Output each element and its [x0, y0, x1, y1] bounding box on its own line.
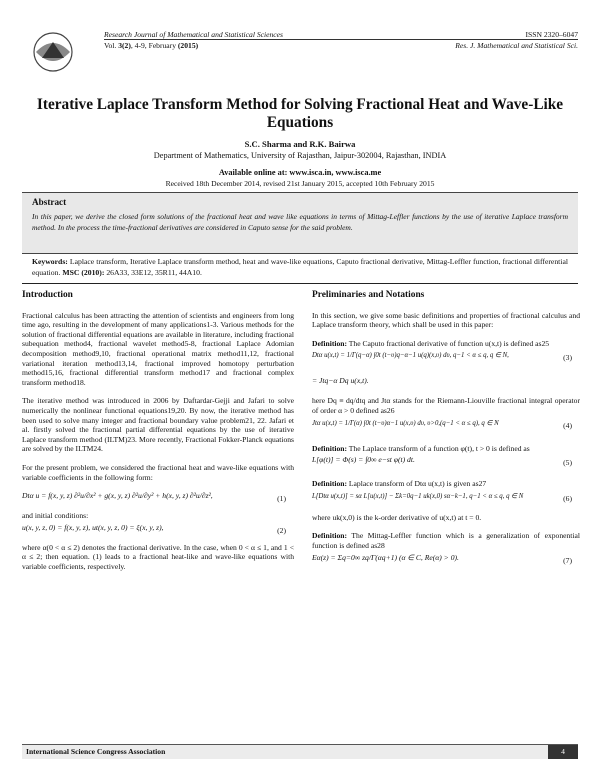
- pages-date: , 4-9, February: [130, 41, 178, 50]
- definition-text: Laplace transform of Dtα u(x,t) is given as27: [347, 479, 487, 489]
- definition-caputo: [312, 339, 580, 349]
- page-number: 4: [548, 745, 578, 759]
- journal-logo-icon: [22, 28, 84, 78]
- right-column: [312, 291, 580, 577]
- keywords-text: Laplace transform, Iterative Laplace transform method, heat and wave-like equations, Caputo fractional derivative, Mittag-Leffler function, fractional differential equation.: [32, 257, 568, 277]
- journal-name: Research Journal of Mathematical and Statistical Sciences: [104, 30, 283, 39]
- journal-name-line: [104, 30, 578, 39]
- definition-text: The Laplace transform of a function φ(t), t > 0 is defined as: [347, 443, 530, 453]
- definition-label: Definition:: [312, 531, 348, 541]
- authors: S.C. Sharma and R.K. Bairwa: [244, 139, 356, 149]
- equation-4: [312, 418, 580, 440]
- equation-4-body: Jtα u(x,t) = 1/Γ(α) ∫0t (t−υ)α−1 u(x,υ) dυ, υ>0,(q−1 < α ≤ q), q ∈ N: [312, 419, 499, 427]
- equation-2-body: u(x, y, z, 0) = f(x, y, z), ut(x, y, z, 0) = ξ(x, y, z),: [22, 522, 164, 532]
- journal-header: [22, 28, 578, 84]
- definition-mittag-leffler: [312, 531, 580, 550]
- equation-1-number: (1): [277, 494, 286, 504]
- msc-text: 26A33, 33E12, 35R11, 44A10.: [104, 267, 202, 277]
- equation-7: [312, 553, 580, 573]
- abstract-heading: Abstract: [32, 197, 67, 207]
- page-footer: [22, 744, 578, 759]
- paper-title: Iterative Laplace Transform Method for Solving Fractional Heat and Wave-Like Equations: [36, 96, 564, 131]
- equation-6-body: L[Dtα u(x,t)] = sα L[u(x,t)] − Σk=0q−1 uk(x,0) sα−k−1, q−1 < α ≤ q, q ∈ N: [312, 492, 524, 500]
- equation-7-number: (7): [563, 555, 572, 565]
- left-column: [22, 291, 294, 580]
- equation-2: [22, 523, 294, 539]
- equation-5-number: (5): [563, 458, 572, 468]
- keywords: [32, 257, 568, 278]
- equation-3b-body: = Jtq−α Dq u(x,t).: [312, 376, 369, 386]
- intro-paragraph-3: For the present problem, we considered the fractional heat and wave-like equations with variable coefficients in the following form:: [22, 462, 294, 482]
- definition-laplace: [312, 444, 580, 454]
- equation-6: [312, 491, 580, 509]
- footer-association: International Science Congress Association: [26, 747, 166, 756]
- header-rule: [104, 39, 578, 40]
- equation-5-body: L[φ(t)] = Φ(s) = ∫0∞ e−st φ(t) dt.: [312, 455, 415, 465]
- equation-1: [22, 491, 294, 507]
- equation-1-body: Dtα u = f(x, y, z) ∂²u/∂x² + g(x, y, z) ∂²u/∂y² + h(x, y, z) ∂²u/∂z²,: [22, 491, 213, 501]
- intro-heading: Introduction: [22, 290, 73, 300]
- volume-prefix: Vol.: [104, 41, 119, 50]
- equation-4-number: (4): [563, 420, 572, 430]
- prelim-paragraph-3: where uk(x,0) is the k-order derivative of u(x,t) at t = 0.: [312, 512, 482, 522]
- abstract-text: In this paper, we derive the closed form solutions of the fractional heat and wave like equations in terms of Mittag-Leffler functions by the use of iterative Laplace transform method. In the process the time-fractional derivatives are considered in Caputo sense for the said problem.: [32, 212, 568, 232]
- affiliation: Department of Mathematics, University of Rajasthan, Jaipur-302004, Rajasthan, INDIA: [153, 151, 447, 160]
- keywords-label: Keywords:: [32, 257, 68, 266]
- equation-3: [312, 350, 580, 372]
- definition-label: Definition:: [312, 479, 348, 489]
- received-dates: Received 18th December 2014, revised 21st January 2015, accepted 10th February 2015: [165, 179, 435, 188]
- equation-6-number: (6): [563, 493, 572, 503]
- intro-paragraph-4: where α(0 < α ≤ 2) denotes the fractional derivative. In the case, when 0 < α ≤ 1, and 1 < α ≤ 2; then equation. (1) leads to a fractional heat-like and wave-like equations with variable coefficients, respectively.: [22, 542, 294, 571]
- prelim-heading: Preliminaries and Notations: [312, 290, 425, 300]
- intro-paragraph-2: The iterative method was introduced in 2006 by Daftardar-Gejji and Jafari to solve numerically the nonlinear functional equations19,20. By now, the iterative method has been used to solve many integer and fractional boundary value problem21, 22. Jafari et al. firstly solved the fractional partial differential equations by the use of iterative Laplace transform method (ILTM)23. More recently, Fractional Fokker-Planck equations are solved by the ILTM24.: [22, 396, 294, 454]
- section-divider: [22, 283, 578, 284]
- equation-3-body: Dtα u(x,t) = 1/Γ(q−α) ∫0t (t−υ)q−α−1 u(q)(x,υ) dυ, q−1 < α ≤ q, q ∈ N,: [312, 352, 509, 360]
- definition-text: The Caputo fractional derivative of function u(x,t) is defined as25: [347, 338, 550, 348]
- journal-abbrev: Res. J. Mathematical and Statistical Sci.: [455, 41, 578, 50]
- intro-paragraph-1: Fractional calculus has been attracting the attention of scientists and engineers from long time ago, resulting in the development of many applications1-3. Various methods for the solution of fractional differential equations are available in literature, including fractional subequation method4, fractional wavelet method5-8, fractional Laplace Adomian decomposition method9,10, fractional operational matrix method11,12, fractional variational iteration method13,14, fractional improved homotopy perturbation method15,16, fractional differential transform method17 and fractional complex transform method18.: [22, 310, 294, 387]
- equation-3b: [312, 376, 580, 392]
- available-online: Available online at: www.isca.in, www.isca.me: [218, 168, 382, 177]
- definition-laplace-derivative: [312, 479, 580, 489]
- abstract-box: [22, 192, 578, 254]
- definition-text: The Mittag-Leffler function which is a generalization of exponential function is defined as28: [312, 531, 580, 550]
- prelim-paragraph-1: In this section, we give some basic definitions and properties of fractional calculus and Laplace transform theory, which shall be used in this paper:: [312, 310, 580, 330]
- equation-5: [312, 455, 580, 475]
- prelim-paragraph-2: here Dq ≡ dq/dtq and Jtα stands for the Riemann-Liouville fractional integral operator of order α > 0 defined as26: [312, 396, 580, 415]
- definition-label: Definition:: [312, 338, 348, 348]
- equation-2-number: (2): [277, 525, 286, 535]
- definition-label: Definition:: [312, 443, 348, 453]
- equation-7-body: Eα(z) = Σq=0∞ zq/Γ(αq+1) (α ∈ C, Re(α) > 0).: [312, 552, 459, 562]
- volume-issue: 3(2): [118, 41, 131, 50]
- msc-label: MSC (2010):: [62, 267, 105, 277]
- volume-line: [104, 41, 578, 50]
- equation-3-number: (3): [563, 353, 572, 363]
- year: (2015): [177, 41, 199, 50]
- initial-conditions-label: and initial conditions:: [22, 511, 89, 521]
- issn: ISSN 2320–6047: [525, 30, 578, 39]
